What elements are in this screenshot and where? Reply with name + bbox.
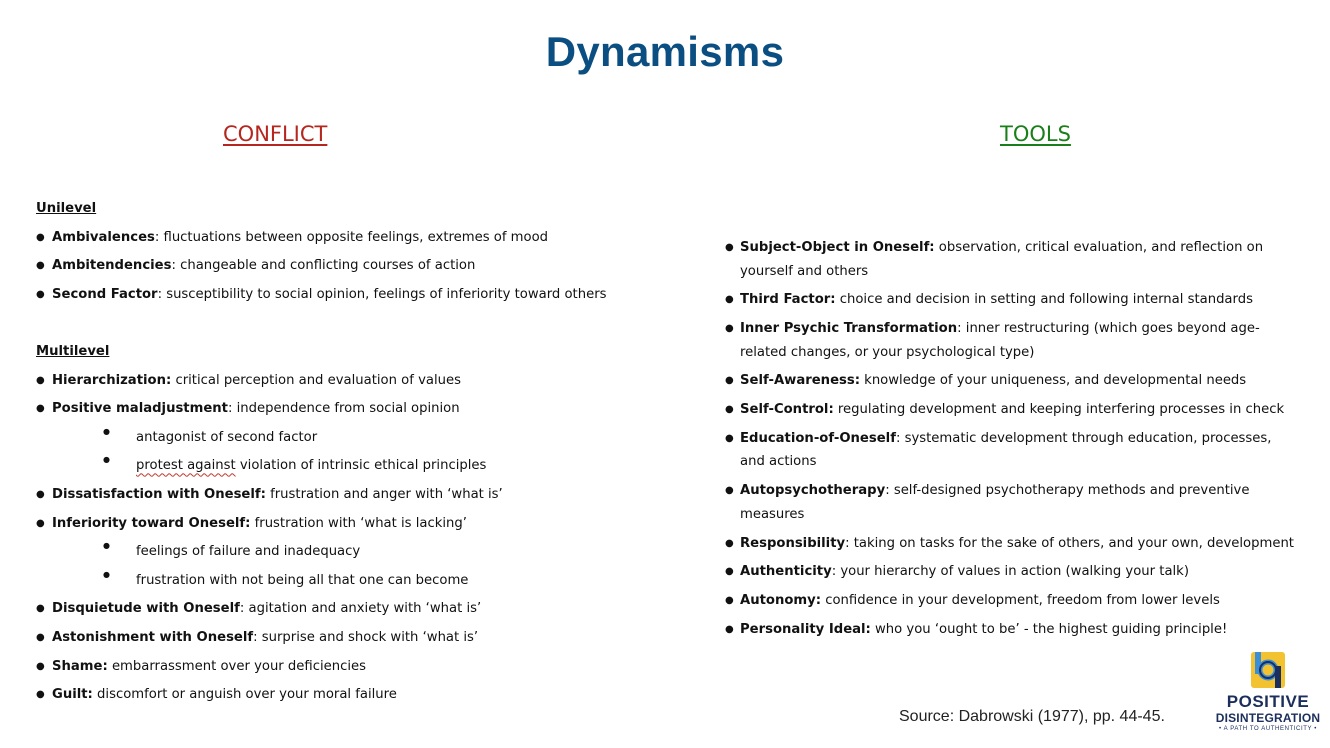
list-item xyxy=(36,653,686,682)
list-item xyxy=(725,369,1295,393)
term: Subject-Object in Oneself: xyxy=(740,240,935,255)
logo-word-positive: POSITIVE xyxy=(1226,692,1310,711)
term: Self-Awareness: xyxy=(740,373,860,389)
logo-mark-icon xyxy=(1251,652,1285,688)
sub-list-item xyxy=(36,452,686,481)
list-item xyxy=(725,288,1295,312)
list-item xyxy=(36,595,686,624)
positive-disintegration-logo xyxy=(1213,650,1323,740)
term: Education-of-Oneself xyxy=(740,430,896,446)
term: Astonishment with Oneself xyxy=(52,629,254,645)
term: Autopsychotherapy xyxy=(740,483,886,499)
definition: critical perception and evaluation of values xyxy=(171,372,461,388)
term: Self-Control: xyxy=(740,402,834,418)
definition: : surprise and shock with ‘what is’ xyxy=(253,629,479,645)
list-item xyxy=(36,510,686,539)
list-item xyxy=(725,479,1295,526)
term: Positive maladjustment xyxy=(52,401,228,417)
definition: discomfort or anguish over your moral failure xyxy=(92,687,397,703)
term: Responsibility xyxy=(740,535,846,551)
term: Hierarchization: xyxy=(52,372,172,388)
term: Authenticity xyxy=(740,564,832,580)
sub-item-text: violation of intrinsic ethical principles xyxy=(235,458,487,474)
list-item xyxy=(36,681,686,710)
term: Ambitendencies xyxy=(52,258,172,274)
conflict-heading: CONFLICT xyxy=(223,122,328,146)
term: Dissatisfaction with Oneself: xyxy=(52,486,266,502)
sub-list-item: ● feelings of failure and inadequacy xyxy=(36,538,686,567)
term: Disquietude with Oneself xyxy=(52,601,240,617)
definition: : susceptibility to social opinion, feelings of inferiority toward others xyxy=(157,286,607,302)
definition: : inner restructuring (which goes beyond age-related changes, or your psychological type) xyxy=(740,321,1260,360)
definition: : independence from social opinion xyxy=(228,401,460,417)
list-item xyxy=(725,427,1295,474)
term: Third Factor: xyxy=(740,292,836,308)
definition: : systematic development through education, processes, and actions xyxy=(740,430,1272,470)
definition: regulating development and keeping interfering processes in check xyxy=(833,402,1285,418)
tools-heading: TOOLS xyxy=(1000,122,1071,146)
term: Inferiority toward Oneself: xyxy=(52,515,251,531)
list-item xyxy=(36,624,686,653)
term: Second Factor xyxy=(52,286,158,302)
definition: who you ‘ought to be’ - the highest guiding principle! xyxy=(870,621,1228,637)
definition: frustration and anger with ‘what is’ xyxy=(265,486,503,502)
definition: : self-designed psychotherapy methods and preventive measures xyxy=(740,483,1250,522)
definition: knowledge of your uniqueness, and developmental needs xyxy=(859,373,1247,389)
logo-tagline: • A PATH TO AUTHENTICITY • xyxy=(1219,726,1317,732)
term: Shame: xyxy=(52,658,108,674)
definition: : changeable and conflicting courses of action xyxy=(171,258,476,274)
definition: : taking on tasks for the sake of others, and your own, development xyxy=(845,535,1294,551)
list-item xyxy=(36,481,686,510)
definition: embarrassment over your deficiencies xyxy=(107,658,366,674)
spellcheck-flagged-text: protest against xyxy=(136,458,236,474)
sub-list-item: ● antagonist of second factor xyxy=(36,424,686,453)
term: Autonomy: xyxy=(740,593,822,609)
source-citation: Source: Dabrowski (1977), pp. 44-45. xyxy=(899,708,1165,725)
definition: : your hierarchy of values in action (walking your talk) xyxy=(831,564,1189,580)
list-item xyxy=(36,395,686,424)
term: Personality Ideal: xyxy=(740,621,871,637)
unilevel-heading: Unilevel xyxy=(36,201,97,216)
list-item xyxy=(36,281,686,310)
page-title: Dynamisms xyxy=(545,28,785,75)
list-item xyxy=(725,236,1295,283)
term: Ambivalences xyxy=(52,229,155,245)
definition: choice and decision in setting and following internal standards xyxy=(835,292,1253,308)
list-item xyxy=(725,398,1295,422)
logo-word-disintegration: DISINTEGRATION xyxy=(1215,711,1321,725)
definition: frustration with ‘what is lacking’ xyxy=(250,515,467,531)
sub-list-item: ● frustration with not being all that one can become xyxy=(36,567,686,596)
list-item xyxy=(725,317,1295,364)
term: Guilt: xyxy=(52,687,93,703)
list-item xyxy=(725,532,1295,556)
term: Inner Psychic Transformation xyxy=(740,321,958,337)
list-item xyxy=(36,252,686,281)
definition: : agitation and anxiety with ‘what is’ xyxy=(239,601,482,617)
list-item xyxy=(36,367,686,396)
tools-column xyxy=(725,236,1295,647)
multilevel-heading: Multilevel xyxy=(36,343,110,359)
list-item xyxy=(725,589,1295,613)
list-item xyxy=(725,618,1295,642)
definition: : fluctuations between opposite feelings, extremes of mood xyxy=(154,229,549,245)
list-item xyxy=(725,560,1295,584)
definition: observation, critical evaluation, and reflection on yourself and others xyxy=(740,240,1264,279)
definition: confidence in your development, freedom from lower levels xyxy=(821,593,1220,609)
list-item xyxy=(36,224,686,253)
conflict-column xyxy=(36,195,686,710)
